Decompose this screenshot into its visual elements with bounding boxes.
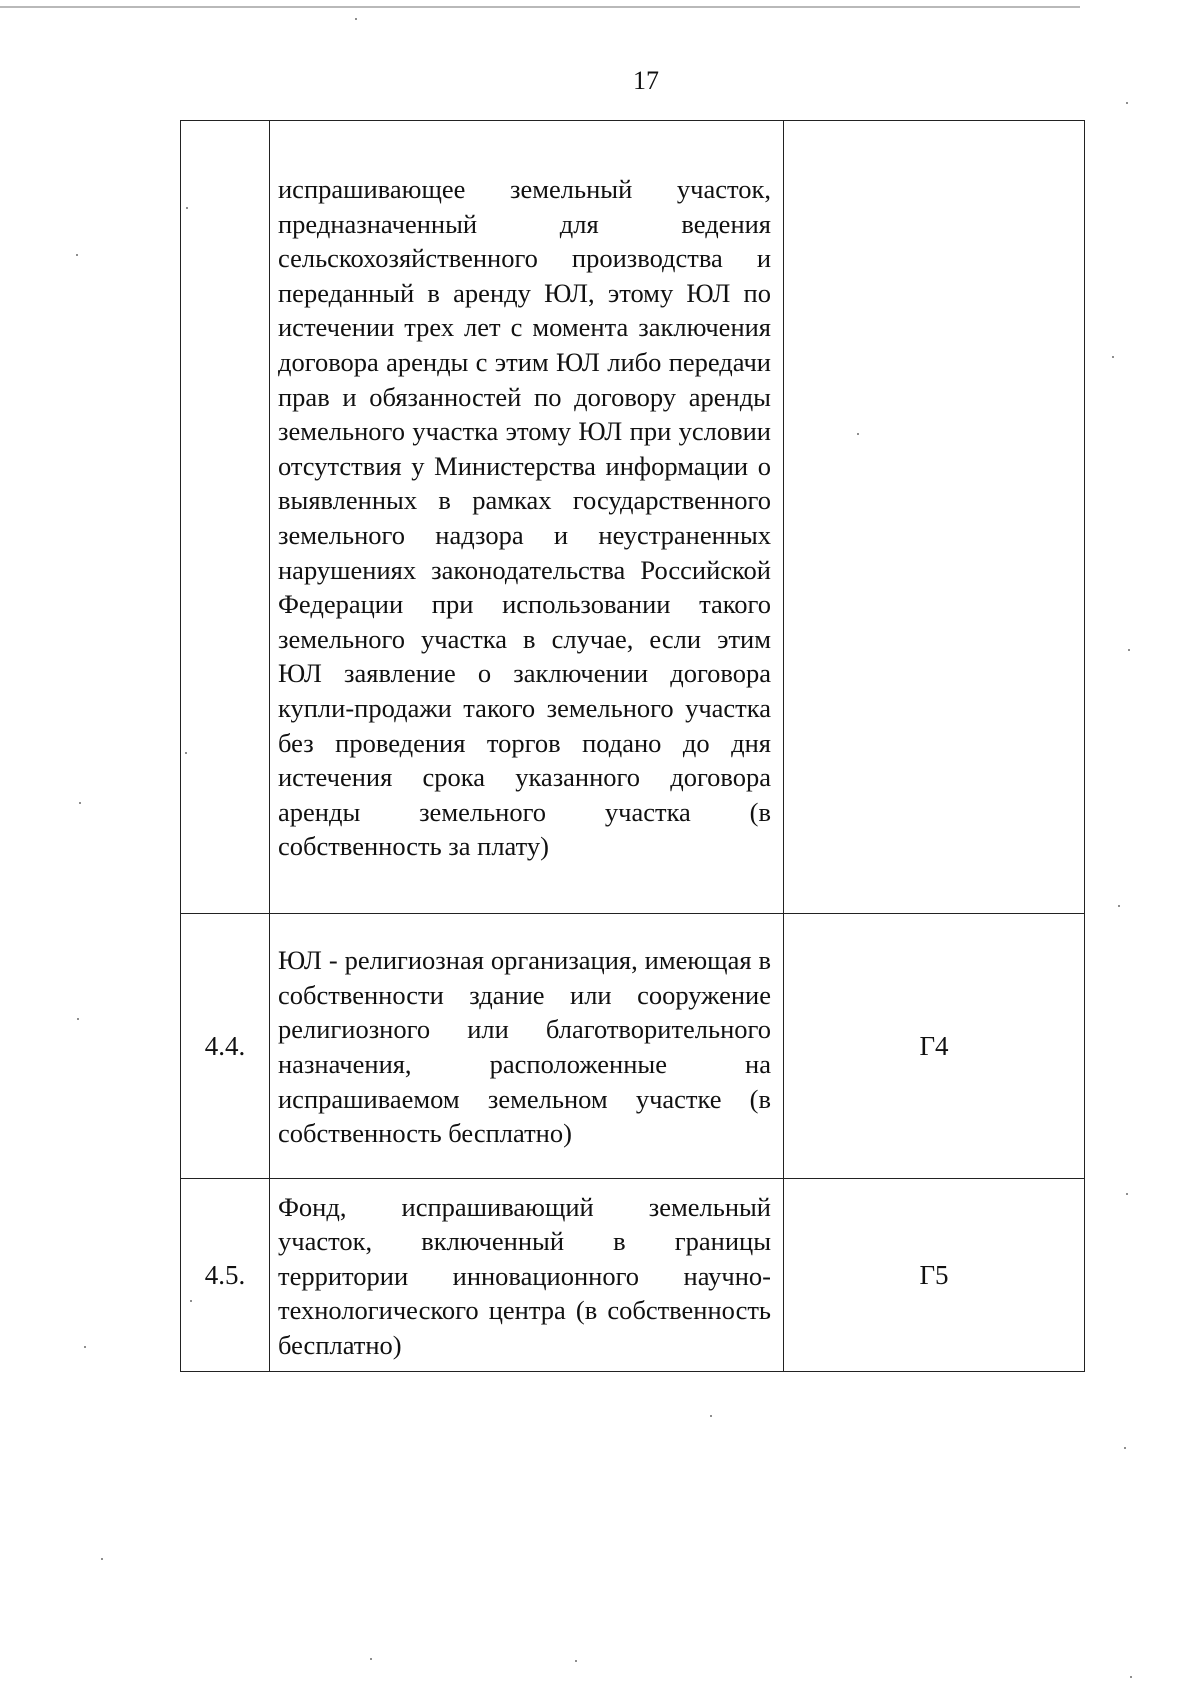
- row-number-cell: 4.5.: [181, 1179, 270, 1372]
- row-description-cell: ЮЛ - религиозная организация, имеющая в собственности здание или сооружение религиозного или благотворительного назначения, расположенные на испрашиваемом земельном участке (в собственность бесплатно): [270, 914, 784, 1179]
- row-description-cell: Фонд, испрашивающий земельный участок, включенный в границы территории инновационного научно-технологического центра (в собственность бесплатно): [270, 1179, 784, 1372]
- scan-speck: [370, 1658, 372, 1660]
- scan-speck: [1124, 1447, 1126, 1449]
- scan-speck: [1118, 905, 1120, 907]
- row-code-cell: [784, 121, 1085, 914]
- scan-speck: [77, 1018, 79, 1020]
- table-row: [181, 914, 1085, 1179]
- row-number-cell: [181, 121, 270, 914]
- scan-speck: [575, 1660, 577, 1662]
- scan-speck: [1128, 649, 1130, 651]
- scan-speck: [84, 1346, 86, 1348]
- page-number: 17: [633, 66, 659, 95]
- scan-speck: [1126, 102, 1128, 104]
- scan-speck: [710, 1415, 712, 1417]
- scan-speck: [1126, 1193, 1128, 1195]
- scan-speck: [355, 18, 357, 20]
- scan-speck: [190, 1300, 192, 1302]
- table-row: [181, 121, 1085, 914]
- row-code-cell: Г4: [784, 914, 1085, 1179]
- table-row: [181, 1179, 1085, 1372]
- document-table: [180, 120, 1085, 1372]
- scan-speck: [76, 254, 78, 256]
- row-description-cell: испрашивающее земельный участок, предназначенный для ведения сельскохозяйственного производства и переданный в аренду ЮЛ, этому ЮЛ по истечении трех лет с момента заключения договора аренды с этим ЮЛ либо передачи прав и обязанностей по договору аренды земельного участка этому ЮЛ при условии отсутствия у Министерства информации о выявленных в рамках государственного земельного надзора и неустраненных нарушениях законодательства Российской Федерации при использовании такого земельного участка в случае, если этим ЮЛ заявление о заключении договора купли-продажи такого земельного участка без проведения торгов подано до дня истечения срока указанного договора аренды земельного участка (в собственность за плату): [270, 121, 784, 914]
- row-number-cell: 4.4.: [181, 914, 270, 1179]
- scan-top-edge: [0, 6, 1080, 8]
- scan-speck: [79, 802, 81, 804]
- scan-speck: [101, 1558, 103, 1560]
- scan-speck: [1112, 356, 1114, 358]
- scan-speck: [1130, 1676, 1132, 1678]
- row-code-cell: Г5: [784, 1179, 1085, 1372]
- scan-speck: [857, 433, 859, 435]
- scan-speck: [186, 207, 188, 209]
- scan-speck: [185, 752, 187, 754]
